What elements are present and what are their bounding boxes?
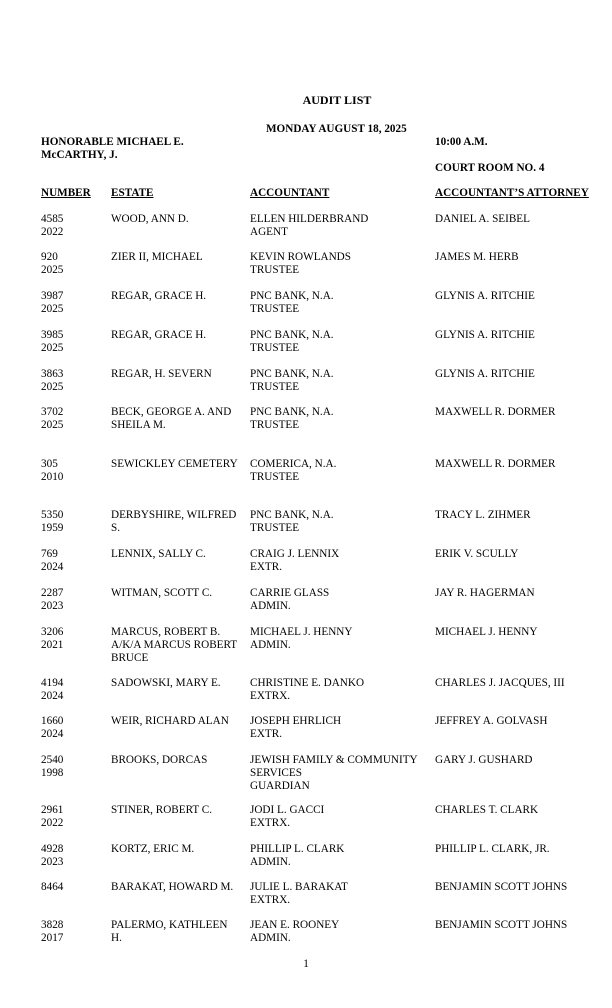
accountant-cell [250,843,344,869]
estate-line: LENNIX, SALLY C. [111,548,206,560]
number-cell [41,754,63,780]
number-line: 2025 [41,381,64,393]
estate-line: WEIR, RICHARD ALAN [111,715,229,727]
judge-name-line-2: McCARTHY, J. [41,149,118,161]
column-header-accountant: ACCOUNTANT [250,187,330,199]
attorney-cell: JAMES M. HERB [435,251,519,263]
accountant-line: PNC BANK, N.A. [250,290,334,302]
estate-line: BARAKAT, HOWARD M. [111,881,234,893]
accountant-cell [250,677,364,703]
accountant-line: TRUSTEE [250,419,300,431]
accountant-line: TRUSTEE [250,342,300,354]
estate-line: SHEILA M. [111,419,166,431]
number-line: 2023 [41,600,64,612]
number-line: 2024 [41,728,64,740]
estate-line: STINER, ROBERT C. [111,804,213,816]
number-line: 2022 [41,817,64,829]
accountant-line: EXTR. [250,561,283,573]
accountant-line: JOSEPH EHRLICH [250,715,342,727]
accountant-cell [250,290,334,316]
number-line: 2017 [41,932,64,944]
hearing-time: 10:00 A.M. [435,136,488,148]
estate-cell [111,881,233,894]
accountant-line: JODI L. GACCI [250,804,325,816]
number-cell [41,458,63,484]
number-cell [41,804,63,830]
accountant-line: JULIE L. BARAKAT [250,881,348,893]
accountant-line: PHILLIP L. CLARK [250,843,345,855]
number-line: 3702 [41,406,64,418]
accountant-cell [250,406,334,432]
number-line: 2025 [41,303,64,315]
number-line: 2961 [41,804,64,816]
estate-cell [111,843,194,856]
estate-cell [111,715,229,728]
estate-line: WOOD, ANN D. [111,213,189,225]
column-header-attorney: ACCOUNTANT’S ATTORNEY [435,187,589,199]
accountant-line: ADMIN. [250,600,291,612]
accountant-line: PNC BANK, N.A. [250,509,334,521]
number-line: 1660 [41,715,64,727]
number-cell [41,509,63,535]
accountant-cell [250,587,329,613]
attorney-cell: DANIEL A. SEIBEL [435,213,530,225]
estate-line: H. [111,932,122,944]
number-line: 2010 [41,471,64,483]
estate-cell [111,368,212,381]
number-line: 2024 [41,690,64,702]
number-cell [41,843,63,869]
accountant-line: CRAIG J. LENNIX [250,548,340,560]
estate-line: PALERMO, KATHLEEN [111,919,228,931]
attorney-cell: GARY J. GUSHARD [435,754,533,766]
accountant-line: EXTRX. [250,690,291,702]
estate-cell [111,406,231,432]
estate-cell [111,919,227,945]
attorney-cell: CHARLES T. CLARK [435,804,539,816]
accountant-cell [250,548,339,574]
accountant-line: ADMIN. [250,932,291,944]
judge-name-line-1: HONORABLE MICHAEL E. [41,136,184,148]
estate-cell [111,587,212,600]
estate-line: DERBYSHIRE, WILFRED [111,509,237,521]
estate-cell [111,251,203,264]
estate-line: REGAR, GRACE H. [111,290,207,302]
estate-line: S. [111,522,121,534]
number-line: 2022 [41,226,64,238]
accountant-cell [250,715,341,741]
accountant-cell [250,329,334,355]
number-line: 2021 [41,639,64,651]
attorney-cell: BENJAMIN SCOTT JOHNS [435,919,568,931]
attorney-cell: TRACY L. ZIHMER [435,509,531,521]
attorney-cell: MAXWELL R. DORMER [435,458,556,470]
hearing-date: MONDAY AUGUST 18, 2025 [266,123,407,135]
accountant-cell [250,881,348,907]
attorney-cell: BENJAMIN SCOTT JOHNS [435,881,568,893]
accountant-line: EXTRX. [250,894,291,906]
number-line: 769 [41,548,58,560]
attorney-cell: ERIK V. SCULLY [435,548,519,560]
number-line: 2287 [41,587,64,599]
accountant-line: PNC BANK, N.A. [250,368,334,380]
number-cell [41,368,63,394]
accountant-cell [250,251,351,277]
number-line: 2540 [41,754,64,766]
estate-line: KORTZ, ERIC M. [111,843,195,855]
number-cell [41,406,63,432]
number-line: 4928 [41,843,64,855]
number-line: 920 [41,251,58,263]
estate-line: BROOKS, DORCAS [111,754,208,766]
estate-cell [111,626,237,665]
number-cell [41,881,63,894]
estate-line: SADOWSKI, MARY E. [111,677,221,689]
number-line: 8464 [41,881,64,893]
judge-name [41,136,184,162]
number-cell [41,919,63,945]
number-cell [41,251,63,277]
accountant-line: SERVICES [250,767,302,779]
number-line: 3206 [41,626,64,638]
number-cell [41,548,63,574]
number-line: 2024 [41,561,64,573]
attorney-cell: GLYNIS A. RITCHIE [435,368,535,380]
number-line: 5350 [41,509,64,521]
estate-cell [111,290,206,303]
accountant-cell [250,754,418,793]
number-line: 4194 [41,677,64,689]
accountant-line: MICHAEL J. HENNY [250,626,353,638]
accountant-cell [250,213,368,239]
number-cell [41,329,63,355]
accountant-cell [250,458,336,484]
estate-cell [111,754,207,767]
estate-line: MARCUS, ROBERT B. [111,626,221,638]
accountant-line: KEVIN ROWLANDS [250,251,351,263]
attorney-cell: GLYNIS A. RITCHIE [435,329,535,341]
attorney-cell: MAXWELL R. DORMER [435,406,556,418]
estate-cell [111,677,221,690]
accountant-line: TRUSTEE [250,381,300,393]
court-room: COURT ROOM NO. 4 [435,162,545,174]
number-line: 3987 [41,290,64,302]
accountant-line: AGENT [250,226,288,238]
number-line: 2025 [41,419,64,431]
estate-line: REGAR, H. SEVERN [111,368,212,380]
number-line: 3863 [41,368,64,380]
accountant-line: TRUSTEE [250,264,300,276]
accountant-line: JEWISH FAMILY & COMMUNITY [250,754,418,766]
number-cell [41,677,63,703]
estate-cell [111,509,236,535]
accountant-line: ADMIN. [250,856,291,868]
accountant-cell [250,804,324,830]
accountant-cell [250,509,334,535]
number-line: 2025 [41,264,64,276]
accountant-line: PNC BANK, N.A. [250,329,334,341]
number-cell [41,715,63,741]
accountant-line: CARRIE GLASS [250,587,330,599]
column-header-estate: ESTATE [111,187,154,199]
page-title: AUDIT LIST [302,93,372,107]
accountant-cell [250,368,334,394]
estate-cell [111,548,206,561]
accountant-cell [250,626,352,652]
attorney-cell: JEFFREY A. GOLVASH [435,715,548,727]
estate-cell [111,804,212,817]
attorney-cell: CHARLES J. JACQUES, III [435,677,565,689]
number-cell [41,290,63,316]
estate-line: SEWICKLEY CEMETERY [111,458,238,470]
number-line: 1959 [41,522,64,534]
accountant-line: CHRISTINE E. DANKO [250,677,365,689]
number-cell [41,587,63,613]
estate-line: REGAR, GRACE H. [111,329,207,341]
estate-line: ZIER II, MICHAEL [111,251,203,263]
attorney-cell: JAY R. HAGERMAN [435,587,535,599]
number-line: 2023 [41,856,64,868]
estate-line: WITMAN, SCOTT C. [111,587,213,599]
number-line: 2025 [41,342,64,354]
number-line: 3828 [41,919,64,931]
number-line: 305 [41,458,58,470]
accountant-line: TRUSTEE [250,471,300,483]
number-line: 1998 [41,767,64,779]
accountant-line: ELLEN HILDERBRAND [250,213,369,225]
page-number: 1 [303,958,309,970]
estate-cell [111,458,238,471]
accountant-line: COMERICA, N.A. [250,458,337,470]
accountant-line: EXTR. [250,728,283,740]
attorney-cell: PHILLIP L. CLARK, JR. [435,843,550,855]
estate-line: A/K/A MARCUS ROBERT [111,639,238,651]
accountant-line: PNC BANK, N.A. [250,406,334,418]
attorney-cell: MICHAEL J. HENNY [435,626,538,638]
number-cell [41,626,63,652]
estate-cell [111,213,189,226]
accountant-line: ADMIN. [250,639,291,651]
attorney-cell: GLYNIS A. RITCHIE [435,290,535,302]
number-cell [41,213,63,239]
estate-cell [111,329,206,342]
estate-line: BECK, GEORGE A. AND [111,406,232,418]
number-line: 4585 [41,213,64,225]
accountant-line: EXTRX. [250,817,291,829]
column-header-number: NUMBER [41,187,91,199]
accountant-line: TRUSTEE [250,522,300,534]
accountant-line: GUARDIAN [250,780,310,792]
estate-line: BRUCE [111,652,149,664]
number-line: 3985 [41,329,64,341]
accountant-cell [250,919,339,945]
accountant-line: JEAN E. ROONEY [250,919,340,931]
accountant-line: TRUSTEE [250,303,300,315]
